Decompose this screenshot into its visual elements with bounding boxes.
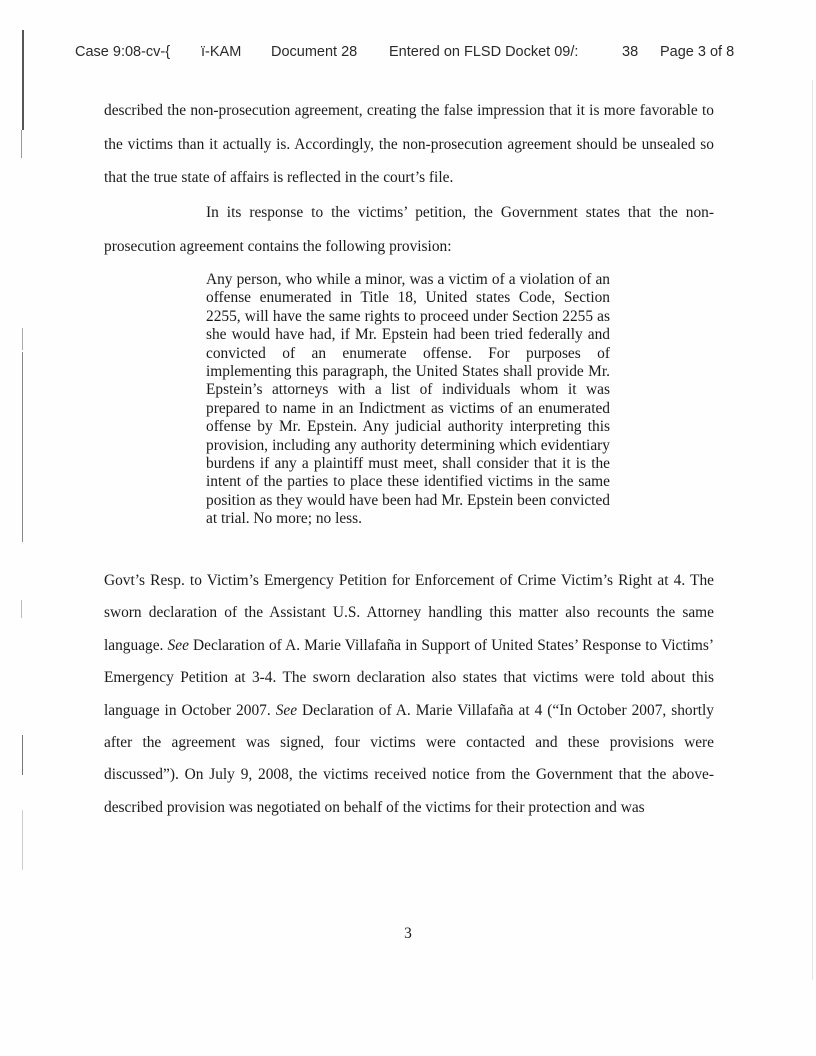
scan-artifact [22, 30, 24, 130]
scan-artifact [21, 130, 22, 158]
scan-artifact [22, 735, 23, 775]
docket-date-tail: 38 [622, 44, 639, 60]
page-count: Page 3 of 8 [660, 44, 735, 60]
text-segment: Govt’s Resp. to Victim’s Emergency Petition for Enforcement of Crime Victim’s Right at 4. The sworn declaration of the Assistant U.S. Attorney handling this matter also recounts the same language. [104, 572, 714, 654]
scan-artifact [22, 328, 23, 350]
scan-artifact [812, 80, 813, 980]
text-segment: Declaration of A. Marie Villafaña at 4 (“In October 2007, shortly after the agreement was signed, four victims were contacted and these provisions were discussed”). On July 9, 2008, the victims received notice from the Government that the above-described provision was negotiated on behalf of the victims for their protection and was [104, 701, 714, 816]
paragraph-government-response: In its response to the victims’ petition, the Government states that the non-prosecution agreement contains the following provision: [104, 204, 714, 255]
scan-artifact [21, 600, 22, 618]
scan-artifact [22, 352, 23, 542]
scan-artifact [22, 810, 23, 870]
case-number: Case 9:08-cv-{ [75, 44, 171, 60]
document-number: Document 28 [271, 44, 358, 60]
docket-header [0, 44, 816, 66]
page-number: 3 [404, 925, 412, 942]
case-judge-suffix: ї-KAM [201, 44, 242, 60]
citation-signal: See [275, 701, 298, 719]
docket-entry-date: Entered on FLSD Docket 09/: [389, 44, 579, 60]
paragraph-declaration [104, 565, 714, 824]
paragraph-unsealing: described the non-prosecution agreement, creating the false impression that it is more favorable to the victims than it actually is. Accordingly, the non-prosecution agreement should be unsealed so that the true state of affairs is reflected in the court’s file. [104, 102, 714, 186]
text-segment: Declaration of A. Marie Villafaña in Support of United States’ Response to Victims’ Emergency Petition at 3-4. The sworn declaration also states that victims were told about this language in October 2007. [104, 636, 715, 719]
citation-signal: See [167, 636, 189, 654]
block-quote-provision: Any person, who while a minor, was a victim of a violation of an offense enumerated in Title 18, United states Code, Section 2255, will have the same rights to proceed under Section 2255 as she would have had, if Mr. Epstein had been tried federally and convicted of an enumerate offense. For purposes of implementing this paragraph, the United States shall provide Mr. Epstein’s attorneys with a list of individuals whom it was prepared to name in an Indictment as victims of an enumerated offense by Mr. Epstein. Any judicial authority interpreting this provision, including any authority determining which evidentiary burdens if any a plaintiff must meet, shall consider that it is the intent of the parties to place these identified victims in the same position as they would have been had Mr. Epstein been convicted at trial. No more; no less. [206, 271, 610, 528]
